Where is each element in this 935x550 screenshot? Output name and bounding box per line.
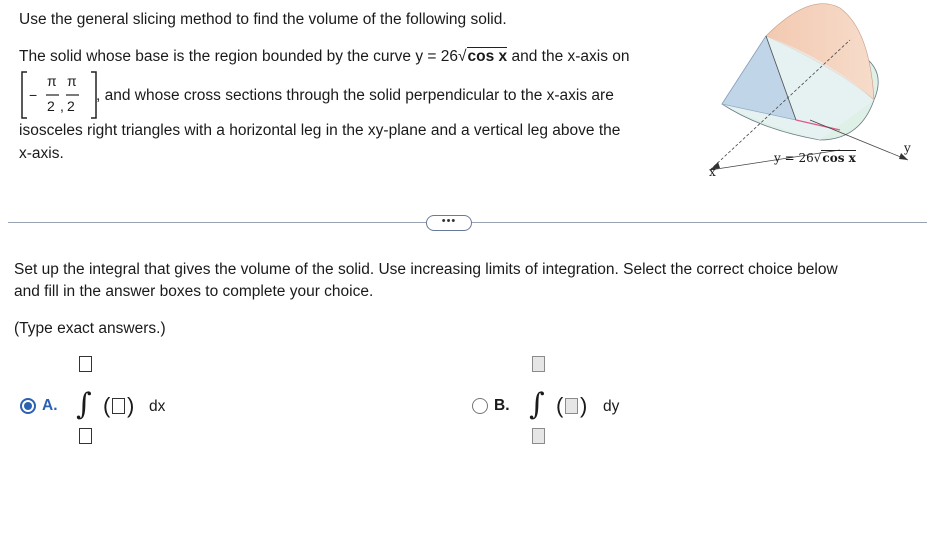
interval-minus: −	[29, 87, 38, 103]
interval-comma: ,	[60, 98, 64, 114]
choice-a-lower-limit-input[interactable]	[79, 428, 92, 444]
choice-b-lower-limit-input[interactable]	[532, 428, 545, 444]
x-axis-label: x	[709, 165, 716, 179]
solid-figure	[700, 0, 935, 190]
question-line-4: isosceles right triangles with a horizontal leg in the xy-plane and a vertical leg above the	[19, 122, 621, 139]
curve-label	[774, 151, 856, 165]
interval-num-1: π	[47, 73, 57, 89]
right-paren: )	[580, 393, 588, 418]
question-line-1: Use the general slicing method to find the volume of the following solid.	[19, 11, 507, 28]
curve-label-prefix: y = 26	[774, 151, 814, 165]
choice-a-upper-limit-input[interactable]	[79, 356, 92, 372]
y-axis-label: y	[904, 141, 911, 155]
question-line-2	[19, 48, 630, 66]
choice-a-label: A.	[42, 397, 58, 414]
left-paren: (	[103, 393, 111, 418]
left-bracket	[22, 72, 27, 118]
choice-a-radio[interactable]	[20, 398, 36, 414]
interval-den-1: 2	[47, 98, 55, 114]
instructions-line-1: Set up the integral that gives the volume of the solid. Use increasing limits of integration. Select the correct choice below	[14, 261, 838, 278]
instructions-line-2: and fill in the answer boxes to complete your choice.	[14, 283, 374, 300]
sqrt-icon: √	[458, 48, 467, 65]
choice-b-radio[interactable]	[472, 398, 488, 414]
choice-b-integrand-input[interactable]	[565, 398, 578, 414]
choice-b-differential: dy	[603, 398, 620, 415]
curve-equation-prefix: The solid whose base is the region bounded by the curve y = 26	[19, 48, 459, 65]
interval-den-2: 2	[67, 98, 75, 114]
curve-equation-radicand: cos x	[467, 48, 508, 65]
choice-a-integrand-input[interactable]	[112, 398, 125, 414]
choice-b-label: B.	[494, 397, 510, 414]
curve-label-radicand: cos x	[822, 151, 856, 165]
question-line-3: , and whose cross sections through the solid perpendicular to the x-axis are	[96, 87, 614, 104]
sqrt-icon: √	[813, 151, 822, 165]
answer-hint: (Type exact answers.)	[14, 320, 166, 337]
integral-sign-icon: ∫	[529, 387, 545, 422]
right-paren: )	[127, 393, 135, 418]
integral-sign-icon: ∫	[76, 387, 92, 422]
choice-a-differential: dx	[149, 398, 166, 415]
question-line-5: x-axis.	[19, 145, 64, 162]
question-line-2-suffix: and the x-axis on	[511, 48, 630, 65]
choice-b-upper-limit-input[interactable]	[532, 356, 545, 372]
interval-num-2: π	[67, 73, 77, 89]
left-paren: (	[556, 393, 564, 418]
more-button[interactable]: •••	[426, 215, 472, 231]
